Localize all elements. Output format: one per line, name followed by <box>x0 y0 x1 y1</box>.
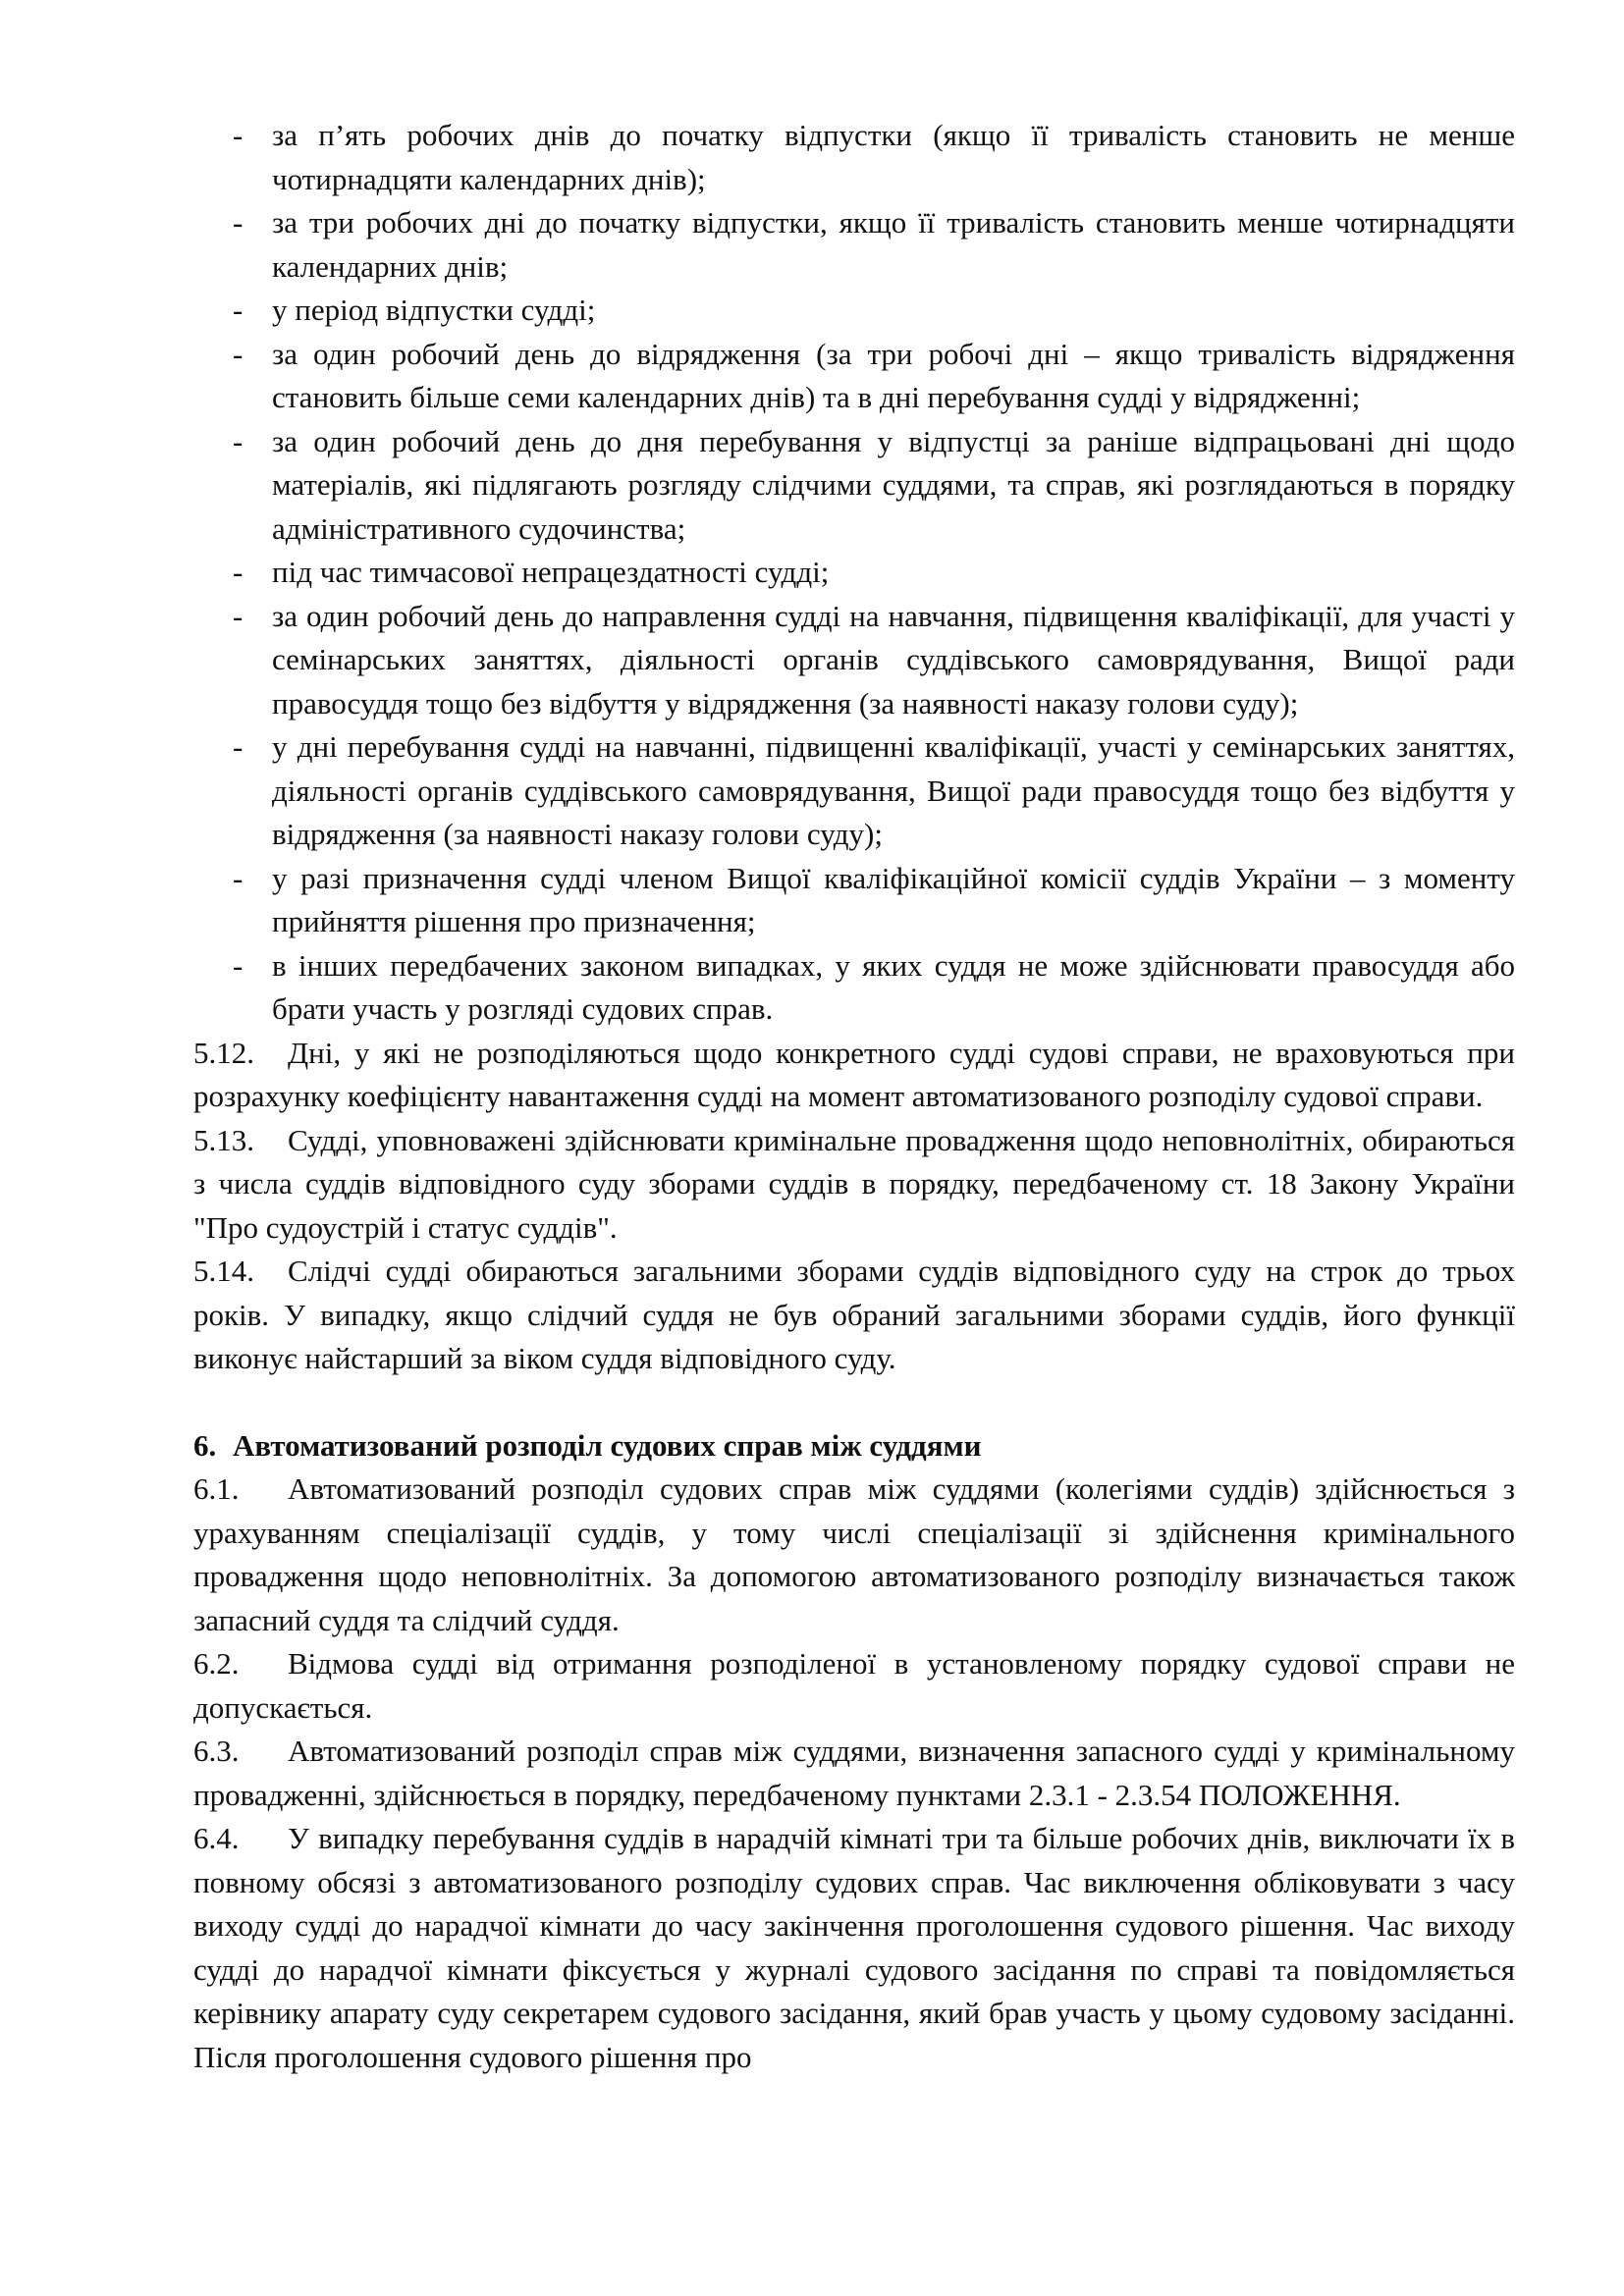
section-number: 6. <box>193 1427 217 1463</box>
bullet-mark: - <box>233 555 244 589</box>
list-item-text: в інших передбачених законом випадках, у яких суддя не може здійснювати правосуддя або брати участь у розгляді судових справ. <box>272 947 1515 1026</box>
list-item-text: за один робочий день до дня перебування у відпустці за раніше відпрацьовані дні щодо матеріалів, які підлягають розгляду слідчими суддями, та справ, які розглядаються в порядку адміністративного судочинства; <box>272 423 1515 546</box>
clause-6-4 <box>193 1817 1515 2079</box>
clause-text: Автоматизований розподіл судових справ між суддями (колегіями суддів) здійснюється з урахуванням спеціалізації суддів, у тому числі спеціалізації зі здійснення кримінального провадження щодо неповнолітніх. За допомогою автоматизованого розподілу визначається також запасний суддя та слідчий суддя. <box>193 1471 1515 1637</box>
list-item <box>193 114 1515 201</box>
clause-6-2 <box>193 1642 1515 1730</box>
clause-number: 5.14. <box>193 1254 254 1288</box>
clause-text: Відмова судді від отримання розподіленої в установленому порядку судової справи не допускається. <box>193 1646 1515 1725</box>
section-spacer <box>193 1381 1515 1424</box>
clause-number: 6.2. <box>193 1646 240 1681</box>
bullet-mark: - <box>233 729 244 764</box>
list-item-text: за п’ять робочих днів до початку відпустки (якщо її тривалість становить не менше чотирнадцяти календарних днів); <box>272 118 1515 196</box>
section-heading <box>193 1424 1515 1468</box>
clause-text: Дні, у які не розподіляються щодо конкретного судді судові справи, не враховуються при розрахунку коефіцієнту навантаження судді на момент автоматизованого розподілу судової справи. <box>193 1035 1515 1113</box>
list-item <box>193 201 1515 289</box>
list-item-text: під час тимчасової непрацездатності судді; <box>272 555 830 589</box>
section-title: Автоматизований розподіл судових справ між суддями <box>233 1427 982 1463</box>
list-item <box>193 857 1515 944</box>
list-item <box>193 420 1515 552</box>
list-item <box>193 944 1515 1032</box>
bullet-mark: - <box>233 423 244 458</box>
clause-number: 6.1. <box>193 1471 240 1506</box>
list-item <box>193 725 1515 857</box>
clause-text: Судді, уповноважені здійснювати кримінальне провадження щодо неповнолітніх, обираються з числа суддів відповідного суду зборами суддів в порядку, передбаченому ст. 18 Закону України "Про судоустрій і статус суддів". <box>193 1122 1515 1245</box>
bullet-mark: - <box>233 336 244 371</box>
clause-5-13 <box>193 1119 1515 1251</box>
exclusion-list <box>193 114 1515 1032</box>
document-page <box>193 114 1515 2079</box>
clause-6-1 <box>193 1468 1515 1642</box>
clause-text: Слідчі судді обираються загальними зборами суддів відповідного суду на строк до трьох років. У випадку, якщо слідчий суддя не був обраний загальними зборами суддів, його функції виконує найстарший за віком суддя відповідного суду. <box>193 1254 1515 1375</box>
list-item <box>193 289 1515 333</box>
list-item-text: за один робочий день до направлення судді на навчання, підвищення кваліфікації, для участі у семінарських заняттях, діяльності органів суддівського самоврядування, Вищої ради правосуддя тощо без відбуття у відрядження (за наявності наказу голови суду); <box>272 598 1515 721</box>
list-item-text: у дні перебування судді на навчанні, підвищенні кваліфікації, участі у семінарських заняттях, діяльності органів суддівського самоврядування, Вищої ради правосуддя тощо без відбуття у відрядження (за наявності наказу голови суду); <box>272 729 1515 851</box>
clause-number: 5.12. <box>193 1035 254 1070</box>
clause-number: 6.4. <box>193 1821 240 1855</box>
bullet-mark: - <box>233 293 244 327</box>
clause-5-12 <box>193 1032 1515 1119</box>
clause-number: 6.3. <box>193 1734 240 1768</box>
clause-text: Автоматизований розподіл справ між суддями, визначення запасного судді у кримінальному провадженні, здійснюється в порядку, передбаченому пунктами 2.3.1 - 2.3.54 ПОЛОЖЕННЯ. <box>193 1734 1515 1812</box>
clause-6-3 <box>193 1730 1515 1817</box>
bullet-mark: - <box>233 598 244 633</box>
bullet-mark: - <box>233 860 244 895</box>
clause-text: У випадку перебування суддів в нарадчій кімнаті три та більше робочих днів, виключати їх в повному обсязі з автоматизованого розподілу судових справ. Час виключення обліковувати з часу виходу судді до нарадчої кімнати до часу закінчення проголошення судового рішення. Час виходу судді до нарадчої кімнати фіксується у журналі судового засідання по справі та повідомляється керівнику апарату суду секретарем судового засідання, який брав участь у цьому судовому засіданні. Після проголошення судового рішення про <box>193 1821 1515 2074</box>
clause-number: 5.13. <box>193 1122 254 1157</box>
list-item-text: у період відпустки судді; <box>272 293 596 327</box>
list-item-text: за три робочих дні до початку відпустки, якщо її тривалість становить менше чотирнадцяти календарних днів; <box>272 205 1515 284</box>
list-item <box>193 551 1515 595</box>
bullet-mark: - <box>233 205 244 240</box>
list-item <box>193 595 1515 726</box>
bullet-mark: - <box>233 118 244 152</box>
list-item-text: у разі призначення судді членом Вищої кваліфікаційної комісії суддів України – з моменту прийняття рішення про призначення; <box>272 860 1515 938</box>
list-item <box>193 333 1515 420</box>
bullet-mark: - <box>233 947 244 983</box>
list-item-text: за один робочий день до відрядження (за три робочі дні – якщо тривалість відрядження становить більше семи календарних днів) та в дні перебування судді у відрядженні; <box>272 336 1515 414</box>
clause-5-14 <box>193 1250 1515 1381</box>
